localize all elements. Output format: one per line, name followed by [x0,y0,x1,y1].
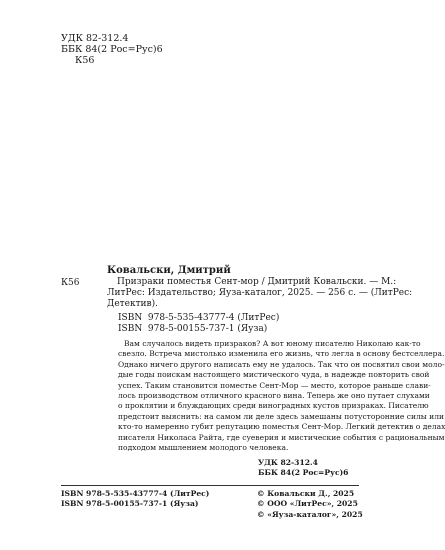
copyright-author: © Ковальски Д., 2025 [257,489,355,498]
author-heading: Ковальски, Дмитрий [107,265,231,276]
record-isbn-1: ISBN 978-5-535-43777-4 (ЛитРес) [118,313,280,323]
annotation-line: о проклятии и блуждающих среди виноградных кустов призраках. Писателю [118,401,429,411]
record-author-mark: К56 [61,278,80,288]
top-author-mark: К56 [75,55,95,66]
top-bbk: ББК 84(2 Рос=Рус)6 [61,44,163,55]
annotation-line: лось производством отличного красного вина. Теперь же оно путает слухами [118,391,430,401]
bibliographic-description [107,277,413,311]
top-udk: УДК 82-312.4 [61,33,129,44]
copyright-list [257,489,363,520]
annotation-line: свезло. Встреча мистолько изменила его жизнь, что легла в основу бестселлера. [118,349,445,359]
record-isbn-2: ISBN 978-5-00155-737-1 (Яуза) [118,324,268,335]
footer-isbn-1: ISBN 978-5-535-43777-4 (ЛитРес) [61,489,210,498]
copyright-litres: © ООО «ЛитРес», 2025 [257,499,358,509]
description-line: ЛитРес: Издательство; Яуза-каталог, 2025. — 256 с. — (ЛитРес: [107,288,413,299]
annotation-line: Однако ничего другого написать ему не удалось. Так что он посвятил свои моло- [118,359,445,369]
annotation-line: предстоит выяснить: на самом ли деле здесь замешаны потусторонние силы или [118,411,445,421]
annotation-line: кто-то намеренно губит репутацию поместья Сент-Мор. Легкий детектив о делах [118,422,445,432]
copyright-yauza: © «Яуза-каталог», 2025 [257,509,363,519]
annotation-line: Вам случалось видеть призраков? А вот юному писателю Николаю как-то [124,339,421,348]
description-line: Призраки поместья Сент-мор / Дмитрий Ковальски. — М.: [117,277,397,287]
separator-line [61,485,359,486]
record-isbn-list [118,313,279,335]
annotation-line: дые годы поискам настоящего мистического чуда, в надежде повторить свой [118,370,430,380]
annotation-line: писателя Николаса Райта, где суеверия и мистические события с рациональным [118,432,445,442]
annotation-line: успех. Таким становится поместье Сент-Мор — место, которое раньше слави- [118,380,431,390]
annotation-line: подходом мышлением молодого человека. [118,443,289,453]
record-bbk: ББК 84(2 Рос=Рус)6 [258,468,349,477]
description-line: Детектив). [107,299,158,310]
record-udk: УДК 82-312.4 [258,458,318,467]
footer-isbn-2: ISBN 978-5-00155-737-1 (Яуза) [61,499,199,509]
annotation [118,339,445,453]
footer-isbn-list [61,489,209,510]
